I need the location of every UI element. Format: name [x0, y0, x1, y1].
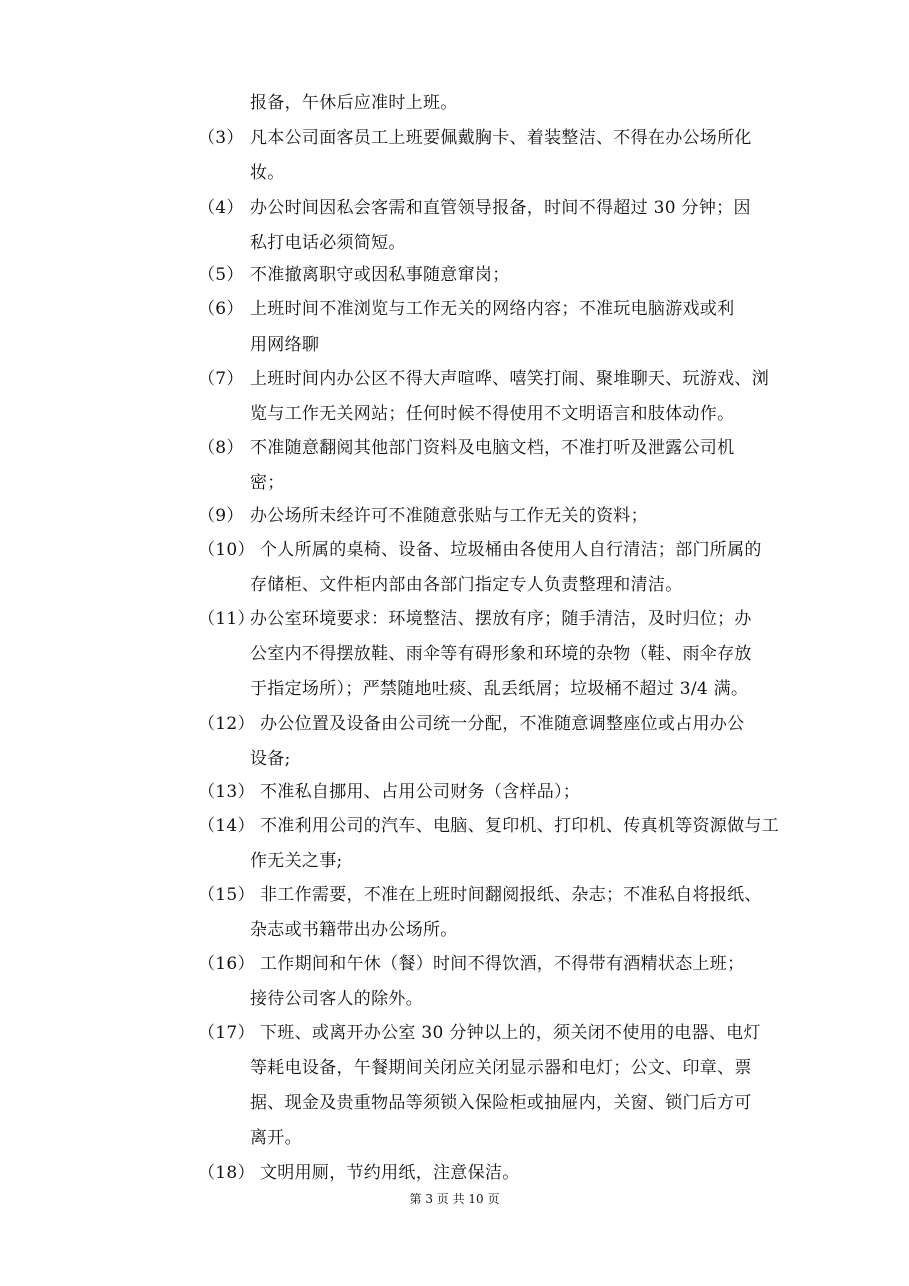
item-number: （4） — [198, 198, 244, 218]
item-number: （5） — [198, 265, 244, 285]
item-number: （8） — [198, 438, 244, 458]
line-text: 不准随意翻阅其他部门资料及电脑文档，不准打听及泄露公司机 — [250, 438, 735, 458]
line-text: 上班时间不准浏览与工作无关的网络内容；不准玩电脑游戏或利 — [250, 299, 735, 319]
line-text: 接待公司客人的除外。 — [250, 989, 423, 1009]
line-text: 上班时间内办公区不得大声喧哗、嘻笑打闹、聚堆聊天、玩游戏、浏 — [250, 369, 769, 389]
line-text: 密； — [250, 473, 285, 493]
line-text: 妆。 — [250, 163, 285, 183]
line-text: 办公室环境要求：环境整洁、摆放有序；随手清洁，及时归位；办 — [250, 609, 752, 629]
item-number: （10） — [198, 540, 255, 560]
line-text: 公室内不得摆放鞋、雨伞等有碍形象和环境的杂物（鞋、雨伞存放 — [250, 644, 752, 664]
item-number: （7） — [198, 369, 244, 389]
line-text: 杂志或书籍带出办公场所。 — [250, 920, 458, 940]
item-number: （13） — [198, 782, 255, 802]
line-text: 离开。 — [250, 1128, 302, 1148]
line-text: 工作期间和午休（餐）时间不得饮酒，不得带有酒精状态上班； — [260, 954, 745, 974]
line-text: 办公时间因私会客需和直管领导报备，时间不得超过 30 分钟；因 — [250, 198, 751, 218]
line-text: 下班、或离开办公室 30 分钟以上的，须关闭不使用的电器、电灯 — [260, 1023, 761, 1043]
item-number: （3） — [198, 128, 244, 148]
line-text: 办公场所未经许可不准随意张贴与工作无关的资料； — [250, 506, 648, 526]
item-number: （12） — [198, 714, 255, 734]
line-text: 览与工作无关网站；任何时候不得使用不文明语言和肢体动作。 — [250, 404, 735, 424]
item-number: （18） — [198, 1163, 255, 1183]
line-text: 不准利用公司的汽车、电脑、复印机、打印机、传真机等资源做与工 — [260, 816, 779, 836]
line-text: 于指定场所）；严禁随地吐痰、乱丢纸屑；垃圾桶不超过 3/4 满。 — [250, 679, 749, 699]
item-number: （16） — [198, 954, 255, 974]
page-footer: 第 3 页 共 10 页 — [409, 1192, 500, 1206]
line-text: 存储柜、文件柜内部由各部门指定专人负责整理和清洁。 — [250, 575, 683, 595]
item-number: （6） — [198, 299, 244, 319]
item-number: （14） — [198, 816, 255, 836]
line-text: 私打电话必须简短。 — [250, 233, 406, 253]
line-text: 不准撤离职守或因私事随意窜岗； — [250, 265, 510, 285]
line-text: 非工作需要，不准在上班时间翻阅报纸、杂志；不准私自将报纸、 — [260, 885, 762, 905]
line-text: 报备，午休后应准时上班。 — [250, 93, 458, 113]
line-text: 个人所属的桌椅、设备、垃圾桶由各使用人自行清洁；部门所属的 — [260, 540, 762, 560]
line-text: 用网络聊 — [250, 335, 320, 355]
line-text: 凡本公司面客员工上班要佩戴胸卡、着装整洁、不得在办公场所化 — [250, 128, 752, 148]
line-text: 设备; — [250, 749, 291, 769]
line-text: 据、现金及贵重物品等须锁入保险柜或抽屉内，关窗、锁门后方可 — [250, 1093, 752, 1113]
item-number: （9） — [198, 506, 244, 526]
line-text: 办公位置及设备由公司统一分配，不准随意调整座位或占用办公 — [260, 714, 745, 734]
item-number: （17） — [198, 1023, 255, 1043]
line-text: 文明用厕，节约用纸，注意保洁。 — [260, 1163, 520, 1183]
line-text: 作无关之事; — [250, 851, 343, 871]
line-text: 不准私自挪用、占用公司财务（含样品）； — [260, 782, 581, 802]
item-number: （11） — [198, 609, 255, 629]
line-text: 等耗电设备，午餐期间关闭应关闭显示器和电灯；公文、印章、票 — [250, 1058, 752, 1078]
item-number: （15） — [198, 885, 255, 905]
